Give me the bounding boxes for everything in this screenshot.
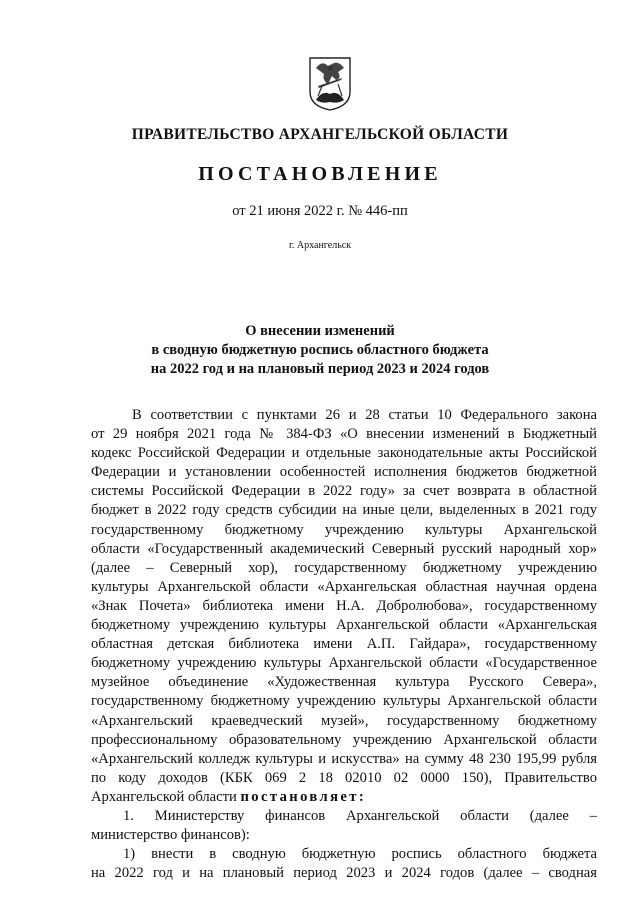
resolution-prefix: Архангельской области (91, 788, 241, 805)
body-line: кодекс Российской Федерации и отдельные законодательные акты Российской (91, 445, 597, 462)
body-line: «Знак Почета» библиотека имени Н.А. Добролюбова», государственному (91, 597, 597, 614)
body-line: «Архангельский краеведческий музей», государственному бюджетному (91, 712, 597, 729)
body-line: бюджетному учреждению культуры Архангельской области «Государственное (91, 655, 597, 672)
city: г. Архангельск (288, 240, 352, 251)
document-subject (0, 322, 640, 379)
subject-line: в сводную бюджетную роспись областного бюджета (151, 342, 489, 358)
body-line: 1) внести в сводную бюджетную роспись областного бюджета (123, 846, 597, 863)
body-line: (далее – Северный хор), государственному бюджетному учреждению (91, 559, 597, 576)
body-line: области «Государственный академический Северный русский народный хор» (91, 540, 597, 557)
body-line: бюджет в 2022 году средств субсидии на иные цели, выделенных в 2021 году (91, 502, 597, 519)
body-line: от 29 ноября 2021 года № 384-ФЗ «О внесении изменений в Бюджетный (91, 426, 597, 443)
date-number: от 21 июня 2022 г. № 446-пп (232, 203, 408, 219)
body-line: Федерации и установлении особенностей исполнения бюджетов бюджетной (91, 464, 597, 481)
subject-line: О внесении изменений (245, 323, 395, 339)
body-line: на 2022 год и на плановый период 2023 и 2024 годов (далее – сводная (91, 865, 597, 882)
body-line: бюджетному учреждению культуры Архангельской области «Архангельская (91, 617, 597, 634)
government-name: ПРАВИТЕЛЬСТВО АРХАНГЕЛЬСКОЙ ОБЛАСТИ (131, 126, 509, 143)
body-line: 1. Министерству финансов Архангельской области (далее – (123, 807, 597, 824)
body-line: по коду доходов (КБК 069 2 18 02010 02 0000 150), Правительство (91, 769, 597, 786)
body-line: государственному бюджетному учреждению культуры Архангельской области (91, 693, 597, 710)
body-line: «Архангельский колледж культуры и искусства» на сумму 48 230 195,99 рубля (91, 750, 597, 767)
subject-line: на 2022 год и на плановый период 2023 и 2024 годов (150, 361, 490, 377)
body-line: государственному бюджетному учреждению культуры Архангельской (91, 521, 597, 538)
body-line: областная детская библиотека имени А.П. Гайдара», государственному (91, 636, 597, 653)
body-line: министерство финансов): (91, 827, 250, 844)
body-line (91, 788, 597, 807)
body-line: системы Российской Федерации в 2022 году» за счет возврата в областной (91, 483, 597, 500)
coat-of-arms-icon (308, 56, 352, 112)
body-line: музейное объединение «Художественная культура Русского Севера», (91, 674, 597, 691)
resolution-verb: постановляет: (240, 788, 367, 805)
body-line: культуры Архангельской области «Архангельская областная научная ордена (91, 578, 597, 595)
body-line: профессиональному образовательному учреждению Архангельской области (91, 731, 597, 748)
document-body (91, 406, 597, 883)
body-line: В соответствии с пунктами 26 и 28 статьи 10 Федерального закона (132, 407, 597, 423)
document-type: ПОСТАНОВЛЕНИЕ (198, 163, 442, 185)
